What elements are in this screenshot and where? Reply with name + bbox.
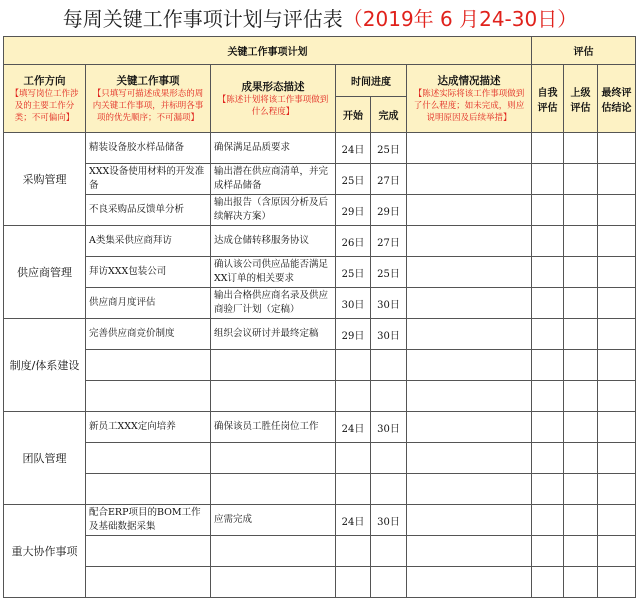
finish-cell: 25日	[371, 133, 407, 164]
self-eval-cell	[532, 443, 564, 474]
start-cell: 24日	[336, 412, 371, 443]
status-cell	[407, 412, 532, 443]
result-cell: 确保满足品质要求	[211, 133, 336, 164]
self-eval-cell	[532, 319, 564, 350]
final-eval-cell	[598, 226, 636, 257]
finish-cell: 30日	[371, 505, 407, 536]
item-cell: 配合ERP项目的BOM工作及基础数据采集	[86, 505, 211, 536]
category-cell: 采购管理	[4, 133, 86, 226]
self-eval-cell	[532, 381, 564, 412]
start-cell	[336, 536, 371, 567]
item-header-note: 【只填写可描述成果形态的周内关键工作事项，并标明各事项的优先顺序；不可漏项】	[92, 88, 204, 123]
superior-eval-cell	[564, 381, 598, 412]
item-header	[86, 65, 211, 133]
final-eval-cell	[598, 412, 636, 443]
item-cell	[86, 567, 211, 598]
finish-cell	[371, 350, 407, 381]
result-cell: 应需完成	[211, 505, 336, 536]
result-header-note: 【陈述计划将该工作事项做到什么程度】	[217, 94, 329, 117]
final-eval-cell	[598, 319, 636, 350]
item-cell: 精装设备胶水样品储备	[86, 133, 211, 164]
self-eval-cell	[532, 350, 564, 381]
final-eval-cell	[598, 443, 636, 474]
plan-section-header: 关键工作事项计划	[4, 37, 532, 65]
status-cell	[407, 133, 532, 164]
item-cell	[86, 443, 211, 474]
start-header: 开始	[336, 97, 371, 133]
final-eval-cell	[598, 474, 636, 505]
start-cell: 25日	[336, 164, 371, 195]
result-cell	[211, 350, 336, 381]
status-header-label: 达成情况描述	[437, 74, 501, 87]
start-cell	[336, 443, 371, 474]
superior-eval-cell	[564, 443, 598, 474]
category-cell: 供应商管理	[4, 226, 86, 319]
finish-cell: 27日	[371, 226, 407, 257]
item-cell: 新员工XXX定向培养	[86, 412, 211, 443]
finish-cell: 25日	[371, 257, 407, 288]
time-header: 时间进度	[336, 65, 407, 97]
start-cell: 25日	[336, 257, 371, 288]
self-eval-cell	[532, 288, 564, 319]
table-row	[4, 567, 636, 598]
item-cell: 不良采购品反馈单分析	[86, 195, 211, 226]
status-cell	[407, 536, 532, 567]
status-cell	[407, 319, 532, 350]
table-row	[4, 226, 636, 257]
superior-eval-cell	[564, 474, 598, 505]
item-cell	[86, 536, 211, 567]
superior-eval-cell	[564, 350, 598, 381]
superior-eval-cell	[564, 412, 598, 443]
table-row	[4, 350, 636, 381]
item-cell	[86, 381, 211, 412]
self-eval-cell	[532, 226, 564, 257]
final-eval-cell	[598, 381, 636, 412]
item-cell: 供应商月度评估	[86, 288, 211, 319]
table-row	[4, 536, 636, 567]
item-cell	[86, 350, 211, 381]
table-row	[4, 505, 636, 536]
category-cell: 重大协作事项	[4, 505, 86, 598]
table-row	[4, 412, 636, 443]
table-row	[4, 319, 636, 350]
superior-eval-cell	[564, 195, 598, 226]
finish-cell	[371, 567, 407, 598]
superior-eval-header: 上级评估	[564, 65, 598, 133]
plan-evaluation-table	[3, 36, 636, 598]
item-cell: XXX设备使用材料的开发准备	[86, 164, 211, 195]
title-main: 每周关键工作事项计划与评估表	[62, 7, 343, 31]
final-eval-cell	[598, 257, 636, 288]
table-row	[4, 164, 636, 195]
superior-eval-cell	[564, 226, 598, 257]
final-eval-cell	[598, 567, 636, 598]
result-header-label: 成果形态描述	[241, 80, 305, 93]
final-eval-cell	[598, 195, 636, 226]
start-cell	[336, 567, 371, 598]
table-row	[4, 195, 636, 226]
superior-eval-cell	[564, 567, 598, 598]
result-cell	[211, 536, 336, 567]
result-cell: 达成仓储转移服务协议	[211, 226, 336, 257]
result-cell: 组织会议研讨并最终定稿	[211, 319, 336, 350]
finish-cell: 30日	[371, 412, 407, 443]
status-cell	[407, 505, 532, 536]
status-cell	[407, 381, 532, 412]
superior-eval-cell	[564, 288, 598, 319]
result-cell: 输出合格供应商名录及供应商验厂计划（定稿）	[211, 288, 336, 319]
self-eval-header: 自我评估	[532, 65, 564, 133]
finish-cell: 30日	[371, 319, 407, 350]
result-cell	[211, 381, 336, 412]
finish-cell: 30日	[371, 288, 407, 319]
item-cell: 完善供应商竞价制度	[86, 319, 211, 350]
category-cell: 团队管理	[4, 412, 86, 505]
start-cell: 30日	[336, 288, 371, 319]
finish-cell: 27日	[371, 164, 407, 195]
self-eval-cell	[532, 536, 564, 567]
item-cell	[86, 474, 211, 505]
result-cell: 确保该员工胜任岗位工作	[211, 412, 336, 443]
result-cell	[211, 567, 336, 598]
status-cell	[407, 288, 532, 319]
page-title	[0, 0, 640, 36]
result-cell: 确认该公司供应品能否满足XX订单的相关要求	[211, 257, 336, 288]
start-cell	[336, 474, 371, 505]
table-row	[4, 288, 636, 319]
direction-header-note: 【填写岗位工作涉及的主要工作分类；不可偏向】	[10, 88, 79, 123]
final-eval-cell	[598, 288, 636, 319]
result-cell: 输出报告（含原因分析及后续解决方案）	[211, 195, 336, 226]
finish-cell	[371, 536, 407, 567]
superior-eval-cell	[564, 505, 598, 536]
table-row	[4, 257, 636, 288]
superior-eval-cell	[564, 164, 598, 195]
eval-section-header: 评估	[532, 37, 636, 65]
table-row	[4, 474, 636, 505]
result-cell	[211, 443, 336, 474]
item-cell: A类集采供应商拜访	[86, 226, 211, 257]
item-cell: 拜访XXX包装公司	[86, 257, 211, 288]
result-header	[211, 65, 336, 133]
superior-eval-cell	[564, 257, 598, 288]
finish-header: 完成	[371, 97, 407, 133]
final-eval-cell	[598, 536, 636, 567]
start-cell: 24日	[336, 133, 371, 164]
item-header-label: 关键工作事项	[116, 74, 180, 87]
status-header-note: 【陈述实际将该工作事项做到了什么程度；如未完成，则应说明原因及后续举措】	[413, 88, 525, 123]
status-cell	[407, 474, 532, 505]
status-cell	[407, 257, 532, 288]
title-date-range: （2019年 6 月24-30日）	[342, 7, 578, 31]
self-eval-cell	[532, 164, 564, 195]
result-cell	[211, 474, 336, 505]
final-eval-cell	[598, 505, 636, 536]
start-cell	[336, 350, 371, 381]
start-cell: 29日	[336, 319, 371, 350]
status-header	[407, 65, 532, 133]
table-row	[4, 443, 636, 474]
status-cell	[407, 350, 532, 381]
finish-cell: 29日	[371, 195, 407, 226]
finish-cell	[371, 474, 407, 505]
status-cell	[407, 226, 532, 257]
finish-cell	[371, 443, 407, 474]
superior-eval-cell	[564, 536, 598, 567]
result-cell: 输出潜在供应商清单，并完成样品储备	[211, 164, 336, 195]
status-cell	[407, 164, 532, 195]
table-row	[4, 133, 636, 164]
finish-cell	[371, 381, 407, 412]
category-cell: 制度/体系建设	[4, 319, 86, 412]
final-eval-cell	[598, 133, 636, 164]
self-eval-cell	[532, 567, 564, 598]
table-row	[4, 381, 636, 412]
self-eval-cell	[532, 412, 564, 443]
direction-header-label: 工作方向	[23, 74, 66, 87]
superior-eval-cell	[564, 319, 598, 350]
superior-eval-cell	[564, 133, 598, 164]
self-eval-cell	[532, 257, 564, 288]
start-cell: 24日	[336, 505, 371, 536]
self-eval-cell	[532, 195, 564, 226]
status-cell	[407, 195, 532, 226]
final-eval-cell	[598, 164, 636, 195]
start-cell	[336, 381, 371, 412]
final-eval-cell	[598, 350, 636, 381]
self-eval-cell	[532, 133, 564, 164]
final-eval-header: 最终评估结论	[598, 65, 636, 133]
self-eval-cell	[532, 474, 564, 505]
start-cell: 26日	[336, 226, 371, 257]
status-cell	[407, 567, 532, 598]
direction-header	[4, 65, 86, 133]
self-eval-cell	[532, 505, 564, 536]
status-cell	[407, 443, 532, 474]
start-cell: 29日	[336, 195, 371, 226]
